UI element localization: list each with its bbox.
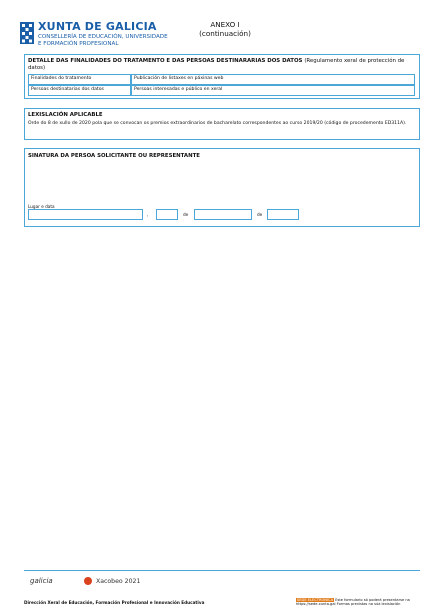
galicia-logo-text: galicia [30,577,53,585]
data-protection-title: DETALLE DAS FINALIDADES DO TRATAMENTO E DAS PERSOAS DESTINARARIAS DOS DATOS (Regulamento xeral de protección de datos) [28,58,405,71]
xacobeo-logo [84,577,140,585]
day-input[interactable] [156,209,178,220]
signature-section [24,148,420,227]
place-date-label: Lugar e data [28,204,55,209]
purpose-value-cell: Publicación de listaxes en páxinas web [131,74,415,85]
directorate-name: Dirección Xeral de Educación, Formación Profesional e Innovación Educativa [24,600,205,605]
month-input[interactable] [194,209,252,220]
comma-separator: , [147,212,149,217]
galicia-logo [30,577,53,585]
annex-subtitle: (continuación) [199,29,251,38]
annex-heading [190,20,260,38]
xacobeo-shell-icon [84,577,92,585]
recipients-label-cell: Persoas destinatarias dos datos [28,85,131,96]
purpose-label-cell: Finalidades do tratamento [28,74,131,85]
xacobeo-logo-text: Xacobeo 2021 [95,578,141,585]
signature-title: SINATURA DA PERSOA SOLICITANTE OU REPRESENTANTE [28,153,200,159]
sede-text-2: https://sede.xunta.gal Formas previstas na súa lexislación [296,602,401,607]
legislation-section [24,108,420,140]
legislation-text: Orde do 8 de xullo de 2020 pola que se convocan os premios extraordinarios de bacharelato correspondentes ao curso 2019/20 (código de procedemento ED311A). [28,121,407,126]
of-label-1: de [183,212,189,217]
year-input[interactable] [267,209,299,220]
sede-text-1: Este formulario só poderá presentarse na [335,598,410,602]
place-input[interactable] [28,209,143,220]
annex-title: ANEXO I [210,20,240,29]
legislation-title: LEXISLACIÓN APLICABLE [28,112,103,118]
data-protection-section [24,54,420,99]
of-label-2: de [257,212,263,217]
data-protection-note: (Regulamento xeral de protección de datos) [28,58,405,71]
recipients-value-cell: Persoas interesadas e público en xeral [131,85,415,96]
department-line-2: E FORMACIÓN PROFESIONAL [38,41,119,47]
sede-block [296,598,422,607]
org-name: XUNTA DE GALICIA [38,20,157,33]
department-line-1: CONSELLERÍA DE EDUCACIÓN, UNIVERSIDADE [38,34,168,40]
sede-badge: SEDE ELECTRÓNICA [297,598,334,602]
xunta-logo-icon [20,22,34,44]
